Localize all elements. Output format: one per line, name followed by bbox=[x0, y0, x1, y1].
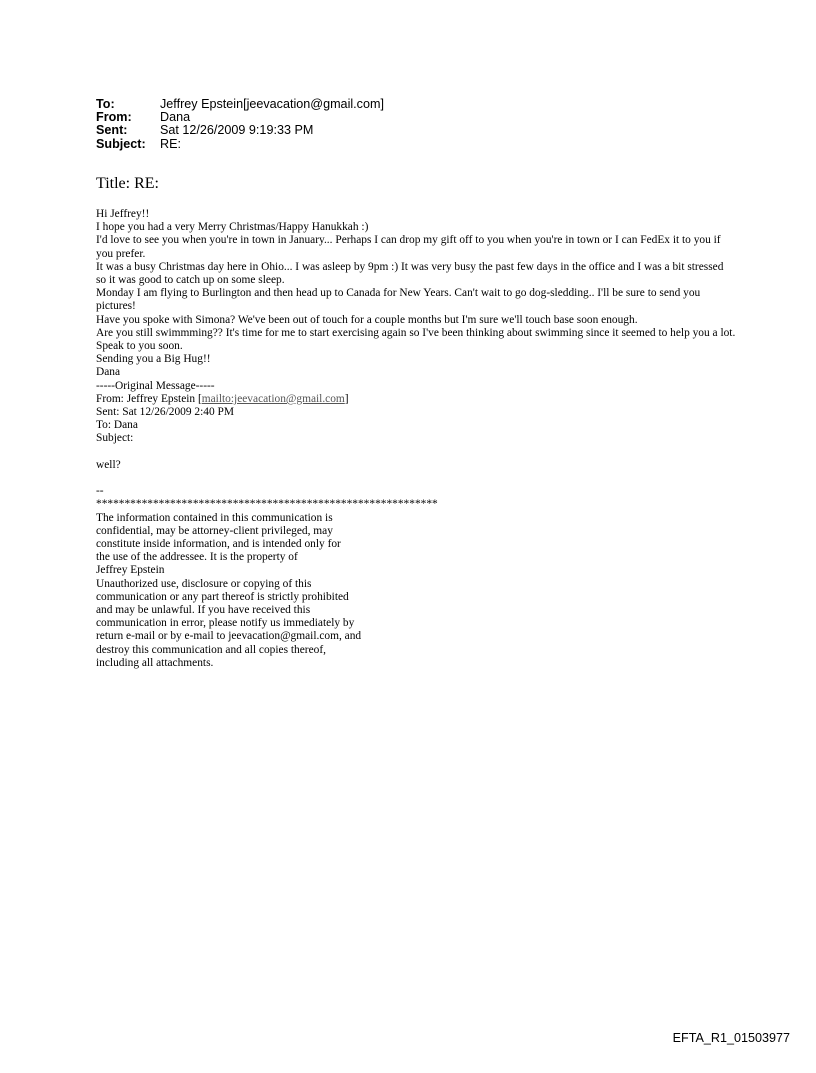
sent-value: Sat 12/26/2009 9:19:33 PM bbox=[160, 123, 314, 138]
body-line: I hope you had a very Merry Christmas/Happy Hanukkah :) bbox=[96, 221, 369, 234]
disclaimer-line: constitute inside information, and is intended only for bbox=[96, 538, 341, 551]
disclaimer-line: return e-mail or by e-mail to jeevacation@gmail.com, and bbox=[96, 630, 362, 643]
subject-label: Subject: bbox=[96, 136, 146, 151]
mailto-link[interactable]: mailto:jeevacation@gmail.com bbox=[201, 392, 345, 405]
document-id: EFTA_R1_01503977 bbox=[672, 1031, 790, 1045]
disclaimer-line: the use of the addressee. It is the property of bbox=[96, 551, 298, 564]
disclaimer-line: communication or any part thereof is strictly prohibited bbox=[96, 590, 349, 603]
from-value: Dana bbox=[160, 110, 191, 125]
body-line: Sending you a Big Hug!! bbox=[96, 353, 211, 366]
spacer bbox=[96, 472, 736, 485]
original-message-text: well? bbox=[96, 458, 121, 471]
original-from bbox=[96, 393, 736, 406]
subject-value: RE: bbox=[160, 136, 181, 151]
original-message-separator: -----Original Message----- bbox=[96, 379, 215, 392]
original-subject: Subject: bbox=[96, 432, 134, 445]
disclaimer-line: confidential, may be attorney-client privileged, may bbox=[96, 524, 333, 537]
email-header bbox=[96, 98, 384, 151]
signature-stars: ************************************************************ bbox=[96, 498, 438, 511]
sent-label: Sent: bbox=[96, 123, 128, 138]
body-line: Speak to you soon. bbox=[96, 340, 183, 353]
to-value: Jeffrey Epstein[jeevacation@gmail.com] bbox=[160, 97, 384, 111]
body-line: Hi Jeffrey!! bbox=[96, 208, 150, 220]
original-from-suffix: ] bbox=[344, 392, 349, 405]
disclaimer-line: including all attachments. bbox=[96, 656, 214, 669]
disclaimer-line: Jeffrey Epstein bbox=[96, 564, 165, 577]
body-line: I'd love to see you when you're in town in January... Perhaps I can drop my gift off to you when you're in town or I can FedEx it to you if you prefer. bbox=[96, 234, 721, 260]
disclaimer-line: communication in error, please notify us immediately by bbox=[96, 617, 355, 630]
email-body bbox=[96, 208, 736, 670]
body-line: Are you still swimmming?? It's time for me to start exercising again so I've been thinking about swimming since it seemed to help you a lot. bbox=[96, 326, 736, 339]
disclaimer-line: and may be unlawful. If you have received this bbox=[96, 604, 311, 617]
body-line: Monday I am flying to Burlington and then head up to Canada for New Years. Can't wait to go dog-sledding.. I'll be sure to send you pictures! bbox=[96, 287, 701, 313]
spacer bbox=[96, 446, 736, 459]
signoff-name: Dana bbox=[96, 366, 121, 379]
document-title: Title: RE: bbox=[96, 175, 159, 192]
disclaimer-line: destroy this communication and all copies thereof, bbox=[96, 643, 326, 656]
signature-dashes: -- bbox=[96, 485, 104, 498]
original-sent: Sent: Sat 12/26/2009 2:40 PM bbox=[96, 406, 234, 419]
subject-row bbox=[96, 138, 384, 151]
body-line: It was a busy Christmas day here in Ohio... I was asleep by 9pm :) It was very busy the past few days in the office and I was a bit stressed so it was good to catch up on some sleep. bbox=[96, 260, 724, 287]
to-row bbox=[96, 98, 384, 111]
disclaimer-line: Unauthorized use, disclosure or copying of this bbox=[96, 577, 312, 590]
to-label: To: bbox=[96, 97, 115, 111]
disclaimer-line: The information contained in this communication is bbox=[96, 511, 333, 524]
from-label: From: bbox=[96, 110, 132, 125]
original-from-prefix: From: Jeffrey Epstein [ bbox=[96, 392, 202, 405]
sent-row bbox=[96, 124, 384, 137]
original-to: To: Dana bbox=[96, 419, 138, 432]
body-line: Have you spoke with Simona? We've been out of touch for a couple months but I'm sure we'll touch base soon enough. bbox=[96, 313, 638, 326]
